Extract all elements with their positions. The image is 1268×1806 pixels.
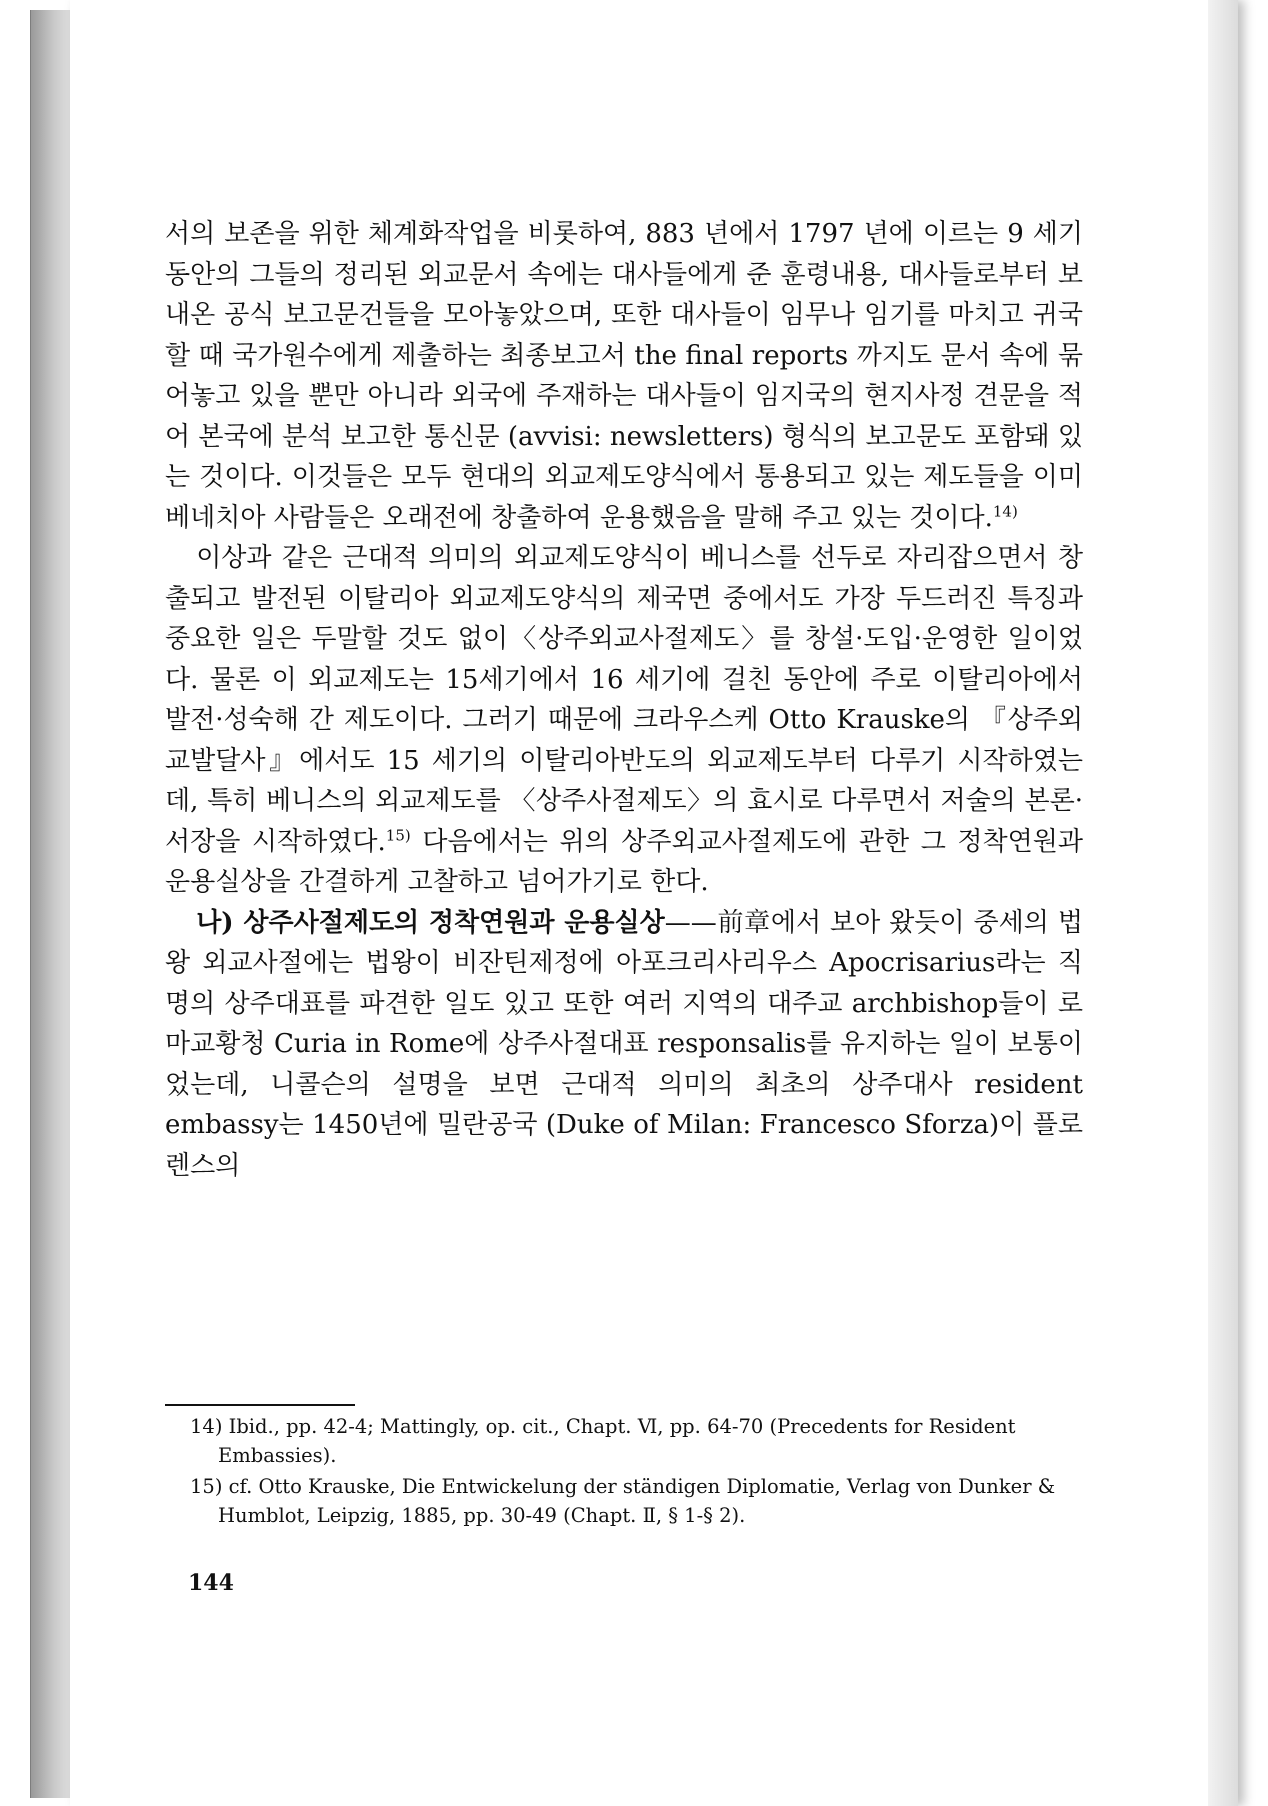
- main-text: [165, 214, 1083, 1186]
- page-edge: [1208, 0, 1238, 1806]
- footnotes: [190, 1412, 1085, 1532]
- paragraph-3: [165, 903, 1083, 1187]
- footnote-ref-14: 14): [992, 501, 1018, 520]
- footnote-14: 14) Ibid., pp. 42-4; Mattingly, op. cit., Chapt. Ⅵ, pp. 64-70 (Precedents for Resident Embassies).: [190, 1415, 1016, 1467]
- paragraph-3-text: ——前章에서 보아 왔듯이 중세의 법왕 외교사절에는 법왕이 비잔틴제정에 아포크리사리우스 Apocrisarius라는 직명의 상주대표를 파견한 일도 있고 또한 여러 지역의 대주교 archbishop들이 로마교황청 Curia in Rome에 상주사절대표 responsalis를 유지하는 일이 보통이었는데, 니콜슨의 설명을 보면 근대적 의미의 최초의 상주대사 resident embassy는 1450년에 밀란공국 (Duke of Milan: Francesco Sforza)이 플로렌스의: [165, 907, 1083, 1181]
- paragraph-2-text-b: 다음에서는 위의 상주외교사절제도에 관한 그 정착연원과 운용실상을 간결하게 고찰하고 넘어가기로 한다.: [165, 826, 1084, 897]
- paragraph-2-text-a: 이상과 같은 근대적 의미의 외교제도양식이 베니스를 선두로 자리잡으면서 창출되고 발전된 이탈리아 외교제도양식의 제국면 중에서도 가장 두드러진 특징과 중요한 일은 두말할 것도 없이〈상주외교사절제도〉를 창설·도입·운영한 일이었다. 물론 이 외교제도는 15세기에서 16 세기에 걸친 동안에 주로 이탈리아에서 발전·성숙해 간 제도이다. 그러기 때문에 크라우스케 Otto Krauske의 『상주외교발달사』에서도 15 세기의 이탈리아반도의 외교제도부터 다루기 시작하였는데, 특히 베니스의 외교제도를 〈상주사절제도〉의 효시로 다루면서 저술의 본론·서장을 시작하였다.: [165, 543, 1083, 857]
- paragraph-1: [165, 214, 1083, 538]
- footnote-15: 15) cf. Otto Krauske, Die Entwickelung der ständigen Diplomatie, Verlag von Dunker & Humblot, Leipzig, 1885, pp. 30-49 (Chapt. Ⅱ, § 1-§ 2).: [190, 1475, 1056, 1527]
- section-heading: 나) 상주사절제도의 정착연원과 운용실상: [196, 907, 665, 938]
- footnote-rule: [165, 1404, 355, 1406]
- paragraph-1-text: 서의 보존을 위한 체계화작업을 비롯하여, 883 년에서 1797 년에 이르는 9 세기 동안의 그들의 정리된 외교문서 속에는 대사들에게 준 훈령내용, 대사들로부터 보내온 공식 보고문건들을 모아놓았으며, 또한 대사들이 임무나 임기를 마치고 귀국할 때 국가원수에게 제출하는 최종보고서 the final reports 까지도 문서 속에 묶어놓고 있을 뿐만 아니라 외국에 주재하는 대사들이 임지국의 현지사정 견문을 적어 본국에 분석 보고한 통신문 (avvisi: newsletters) 형식의 보고문도 포함돼 있는 것이다. 이것들은 모두 현대의 외교제도양식에서 통용되고 있는 제도들을 이미 베네치아 사람들은 오래전에 창출하여 운용했음을 말해 주고 있는 것이다.: [165, 219, 1083, 533]
- book-spine: [30, 10, 73, 1798]
- paragraph-2: [165, 538, 1083, 903]
- page-number: 144: [188, 1570, 234, 1596]
- footnote-ref-15: 15): [385, 825, 411, 844]
